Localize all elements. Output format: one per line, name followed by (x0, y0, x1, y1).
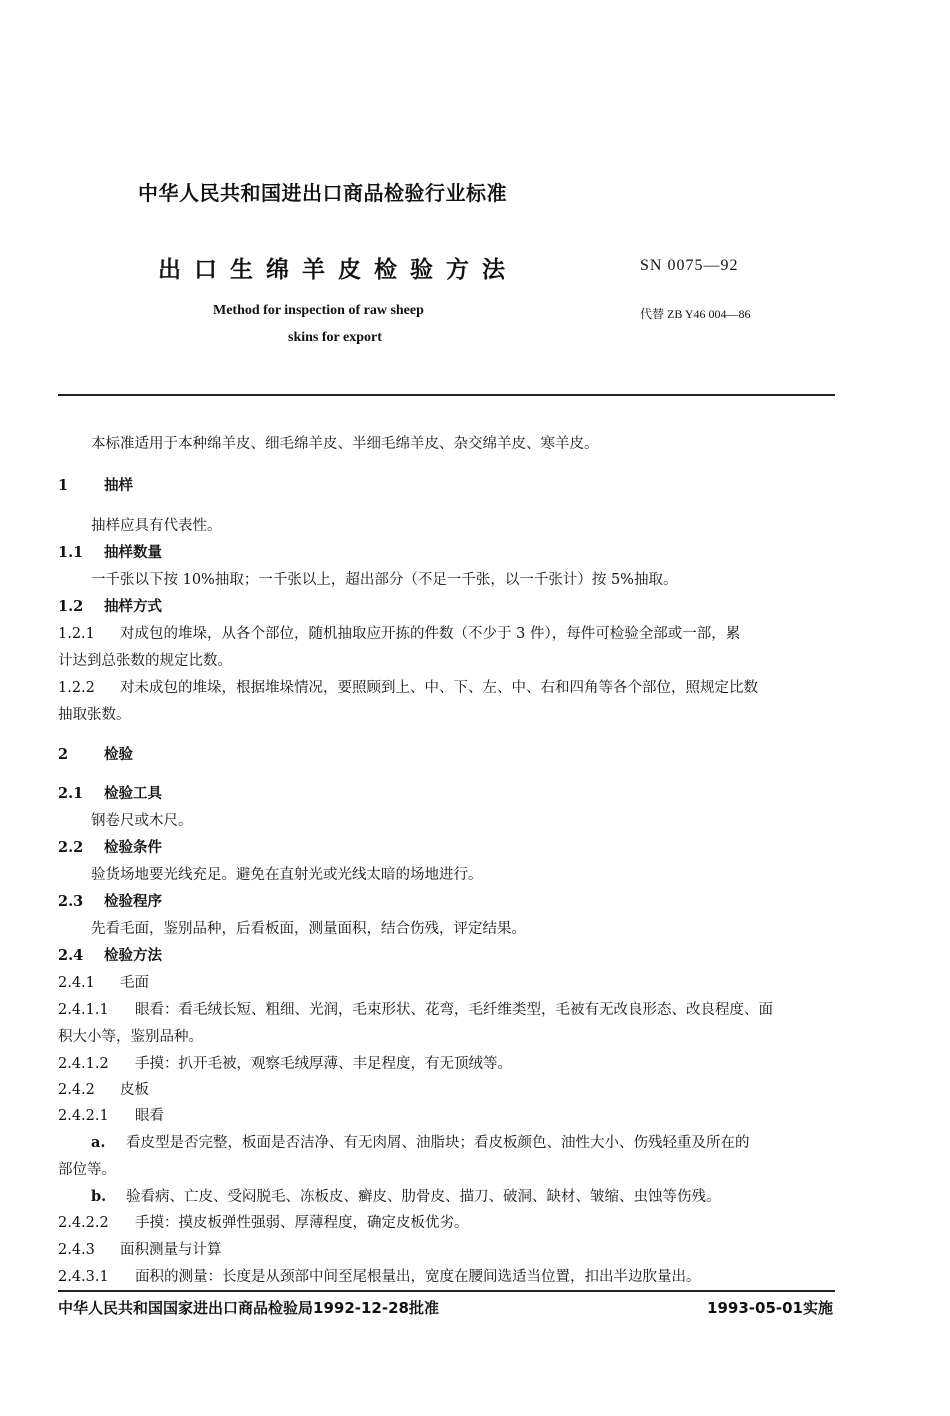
section-2-2-heading (58, 836, 162, 857)
paragraph-text: 验看病、亡皮、受闷脱毛、冻板皮、癣皮、肋骨皮、描刀、破洞、缺材、皱缩、虫蚀等伤残。 (126, 1189, 721, 1205)
section-number: 2.4.3 (58, 1242, 95, 1258)
section-2-4-1-2 (58, 1052, 512, 1073)
section-2-4-1-1-line2: 积大小等，鉴别品种。 (58, 1029, 203, 1045)
section-title: 检验方法 (104, 947, 162, 964)
section-title: 检验 (104, 746, 133, 763)
replaces-note: 代替 ZB Y46 004—86 (640, 307, 751, 321)
section-1-2-2-line1 (58, 676, 758, 697)
section-2-3-heading (58, 890, 162, 911)
section-number: 2.4.2.2 (58, 1215, 109, 1231)
section-title: 抽样 (104, 477, 133, 494)
item-label: b. (91, 1188, 107, 1205)
footer-divider (58, 1290, 835, 1292)
intro-text: 本标准适用于本种绵羊皮、细毛绵羊皮、半细毛绵羊皮、杂交绵羊皮、寒羊皮。 (91, 436, 599, 452)
section-title: 抽样数量 (104, 544, 162, 561)
item-a-line1 (91, 1131, 750, 1152)
section-title: 检验程序 (104, 893, 162, 910)
section-2-1-heading (58, 782, 162, 803)
section-2-2-text: 验货场地要光线充足。避免在直射光或光线太暗的场地进行。 (91, 867, 483, 883)
paragraph-text: 面积的测量：长度是从颈部中间至尾根量出，宽度在腰间选适当位置，扣出半边肷量出。 (135, 1269, 701, 1285)
english-title-line2: skins for export (288, 330, 382, 345)
section-1-2-1-line2: 计达到总张数的规定比数。 (58, 653, 232, 669)
section-1-heading (58, 474, 133, 495)
section-title: 检验条件 (104, 839, 162, 856)
section-1-1-text: 一千张以下按 10%抽取；一千张以上，超出部分（不足一千张，以一千张计）按 5%抽取。 (91, 572, 678, 588)
section-title: 检验工具 (104, 785, 162, 802)
item-label: a. (91, 1134, 106, 1151)
item-b (91, 1185, 721, 1206)
section-2-4-3-heading (58, 1238, 222, 1259)
section-1-1-heading (58, 541, 162, 562)
section-number: 1 (58, 477, 69, 494)
header-divider (58, 394, 835, 396)
section-1-text: 抽样应具有代表性。 (91, 518, 222, 534)
section-1-2-heading (58, 595, 162, 616)
section-2-heading (58, 743, 133, 764)
standard-code: SN 0075—92 (640, 257, 739, 274)
section-number: 2.3 (58, 893, 84, 910)
section-2-4-2-2 (58, 1211, 469, 1232)
section-number: 1.2.1 (58, 626, 95, 642)
paragraph-text: 手摸：摸皮板弹性强弱、厚薄程度，确定皮板优劣。 (135, 1215, 469, 1231)
section-2-3-text: 先看毛面，鉴别品种，后看板面，测量面积，结合伤残，评定结果。 (91, 921, 526, 937)
paragraph-text: 对未成包的堆垛，根据堆垛情况，要照顾到上、中、下、左、中、右和四角等各个部位，照规定比数 (120, 680, 758, 696)
paragraph-text: 眼看：看毛绒长短、粗细、光润，毛束形状、花弯，毛纤维类型，毛被有无改良形态、改良程度、面 (135, 1002, 773, 1018)
paragraph-text: 看皮型是否完整，板面是否洁净、有无肉屑、油脂块；看皮板颜色、油性大小、伤残轻重及所在的 (126, 1135, 750, 1151)
section-number: 1.2.2 (58, 680, 95, 696)
section-number: 2.4.2 (58, 1082, 95, 1098)
section-number: 2.4.1.2 (58, 1056, 109, 1072)
section-2-4-1-heading (58, 971, 149, 992)
section-number: 2.4.3.1 (58, 1269, 109, 1285)
section-number: 1.1 (58, 544, 84, 561)
section-2-4-1-1-line1 (58, 998, 773, 1019)
section-number: 2.4.1 (58, 975, 95, 991)
standard-title: 出口生绵羊皮检验方法 (158, 257, 518, 283)
section-number: 1.2 (58, 598, 84, 615)
section-number: 2.4.2.1 (58, 1108, 109, 1124)
section-number: 2.1 (58, 785, 84, 802)
section-1-2-2-line2: 抽取张数。 (58, 707, 131, 723)
section-title: 抽样方式 (104, 598, 162, 615)
section-title: 眼看 (135, 1108, 164, 1124)
item-a-line2: 部位等。 (58, 1162, 116, 1178)
english-title-line1: Method for inspection of raw sheep (213, 303, 424, 318)
section-2-4-2-heading (58, 1078, 149, 1099)
paragraph-text: 对成包的堆垛，从各个部位，随机抽取应开拣的件数（不少于 3 件），每件可检验全部或一部，累 (120, 626, 741, 642)
section-title: 面积测量与计算 (120, 1242, 222, 1258)
section-1-2-1-line1 (58, 622, 740, 643)
section-number: 2.2 (58, 839, 84, 856)
paragraph-text: 手摸：扒开毛被，观察毛绒厚薄、丰足程度，有无顶绒等。 (135, 1056, 512, 1072)
effective-date: 1993-05-01实施 (707, 1299, 833, 1317)
section-2-1-text: 钢卷尺或木尺。 (91, 813, 193, 829)
issuing-category: 中华人民共和国进出口商品检验行业标准 (138, 181, 507, 205)
section-2-4-3-1 (58, 1265, 701, 1286)
section-title: 毛面 (120, 975, 149, 991)
section-2-4-heading (58, 944, 162, 965)
section-number: 2 (58, 746, 69, 763)
section-2-4-2-1-heading (58, 1104, 164, 1125)
section-number: 2.4 (58, 947, 84, 964)
section-number: 2.4.1.1 (58, 1002, 109, 1018)
approval-note: 中华人民共和国国家进出口商品检验局1992-12-28批准 (58, 1299, 439, 1317)
section-title: 皮板 (120, 1082, 149, 1098)
